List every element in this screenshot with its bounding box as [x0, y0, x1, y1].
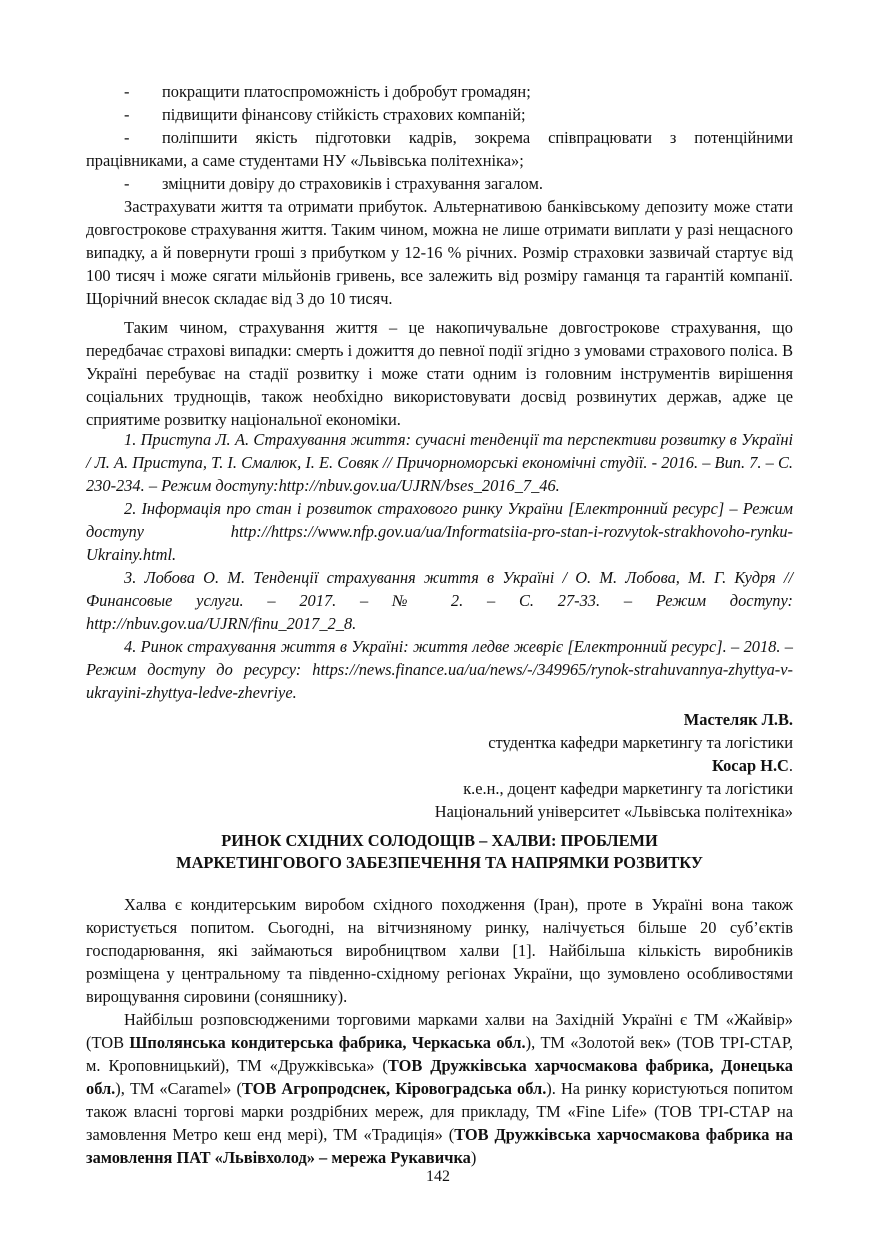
bold-text: ТОВ Агропродснек, Кіровоградська обл.	[241, 1079, 547, 1098]
paragraph: Таким чином, страхування життя – це накопичувальне довгострокове страхування, що передбачає страхові випадки: смерть і дожиття до певної події згідно з умовами страхового поліса. В Україні перебуває на стадії розвитку і може стати одним із головним інструментів вирішення соціальних труднощів, також необхідно використовувати досвід розвинутих держав, адже це сприятиме розвитку національної економіки.	[86, 318, 793, 429]
article-title: РИНОК СХІДНИХ СОЛОДОЩІВ – ХАЛВИ: ПРОБЛЕМИ МАРКЕТИНГОВОГО ЗАБЕЗПЕЧЕННЯ ТА НАПРЯМКИ РОЗВИТКУ	[176, 831, 703, 872]
author-role: к.е.н., доцент кафедри маркетингу та логістики	[463, 779, 793, 798]
list-item: - зміцнити довіру до страховиків і страхування загалом.	[124, 174, 543, 193]
bold-text: ТОВ Дружківська харчосмакова фабрика на замовлення ПАТ «Львівхолод» – мережа Рукавичка	[86, 1125, 793, 1167]
bold-text: Шполянська кондитерська фабрика, Черкаська обл.	[129, 1033, 526, 1052]
affiliation: Національний університет «Львівська політехніка»	[434, 802, 793, 821]
bold-text: ТОВ Дружківська харчосмакова фабрика, Донецька обл.	[86, 1056, 794, 1098]
bullet-list	[86, 80, 793, 431]
list-item: - підвищити фінансову стійкість страхових компаній;	[124, 105, 526, 124]
author-block	[86, 708, 793, 823]
paragraph: Халва є кондитерським виробом східного походження (Іран), проте в Україні вона також користується попитом. Сьогодні, на вітчизняному ринку, налічується більше 20 суб’єктів господарювання, які займаються виробництвом халви [1]. Найбільша кількість виробників розміщена у центральному та південно-східному регіонах України, що зумовлено особливостями вирощування сировини (соняшнику).	[86, 895, 793, 1006]
list-item: - покращити платоспроможність і добробут громадян;	[124, 82, 531, 101]
text: ). На ринку користуються попитом також власні торгові марки роздрібних мереж, для прикладу, ТМ «Fine Life» (ТОВ ТРІ-СТАР на замовлення Метро кеш енд мері), ТМ «Традиція» (	[86, 1079, 793, 1144]
list-item: - поліпшити якість підготовки кадрів, зокрема співпрацювати з потенційними працівниками, а саме студентами НУ «Львівська політехніка»;	[86, 128, 793, 170]
reference-item: 1. Приступа Л. А. Страхування життя: сучасні тенденції та перспективи розвитку в Україні / Л. А. Приступа, Т. І. Смалюк, І. Е. Совяк // Причорноморські економічні студії. - 2016. – Вип. 7. – С. 230-234. – Режим доступу:http://nbuv.gov.ua/UJRN/bses_2016_7_46.	[86, 430, 793, 495]
text: Найбільш розповсюдженими торговими марками халви на Західній Україні є ТМ «Жайвір» (ТОВ	[86, 1010, 793, 1052]
paragraph: Застрахувати життя та отримати прибуток. Альтернативою банківському депозиту може стати довгострокове страхування життя. Таким чином, можна не лише отримати виплати у разі нещасного випадку, а й повернути гроші з прибутком у 12-16 % річних. Розмір страховки зазвичай стартує від 100 тисяч і може сягати мільйонів гривень, все залежить від розміру гаманця та гарантій компанії. Щорічний внесок складає від 3 до 10 тисяч.	[86, 197, 793, 308]
reference-item: 3. Лобова О. М. Тенденції страхування життя в Україні / О. М. Лобова, М. Г. Кудря // Финансовые услуги. – 2017. – № 2. – С. 27-33. – Режим доступу: http://nbuv.gov.ua/UJRN/finu_2017_2_8.	[86, 568, 793, 633]
reference-item: 2. Інформація про стан і розвиток страхового ринку України [Електронний ресурс] – Режим доступу http://https://www.nfp.gov.ua/ua/Informatsiia-pro-stan-i-rozvytok-strakhovoho-rynku-Ukrainy.html.	[86, 499, 793, 564]
text: )	[470, 1148, 477, 1167]
text: ), ТМ «Caramel» (	[115, 1079, 242, 1098]
reference-item: 4. Ринок страхування життя в Україні: життя ледве жевріє [Електронний ресурс]. – 2018. – Режим доступу до ресурсу: https://news.finance.ua/ua/news/-/349965/rynok-strahuvannya-zhyttya-v-ukrayini-zhyttya-ledve-zhevriye.	[86, 637, 793, 702]
text: ), ТМ «Золотой век» (ТОВ ТРІ-СТАР, м. Кроповницький), ТМ «Дружківська» (	[86, 1033, 793, 1075]
author-name: Мастеляк Л.В.	[683, 710, 793, 729]
article-body	[86, 893, 793, 1169]
paragraph	[86, 1008, 793, 1169]
author-role: студентка кафедри маркетингу та логістики	[488, 733, 793, 752]
reference-list	[86, 428, 793, 704]
author-name: Косар Н.С.	[712, 756, 793, 775]
page-number: 142	[426, 1168, 450, 1185]
